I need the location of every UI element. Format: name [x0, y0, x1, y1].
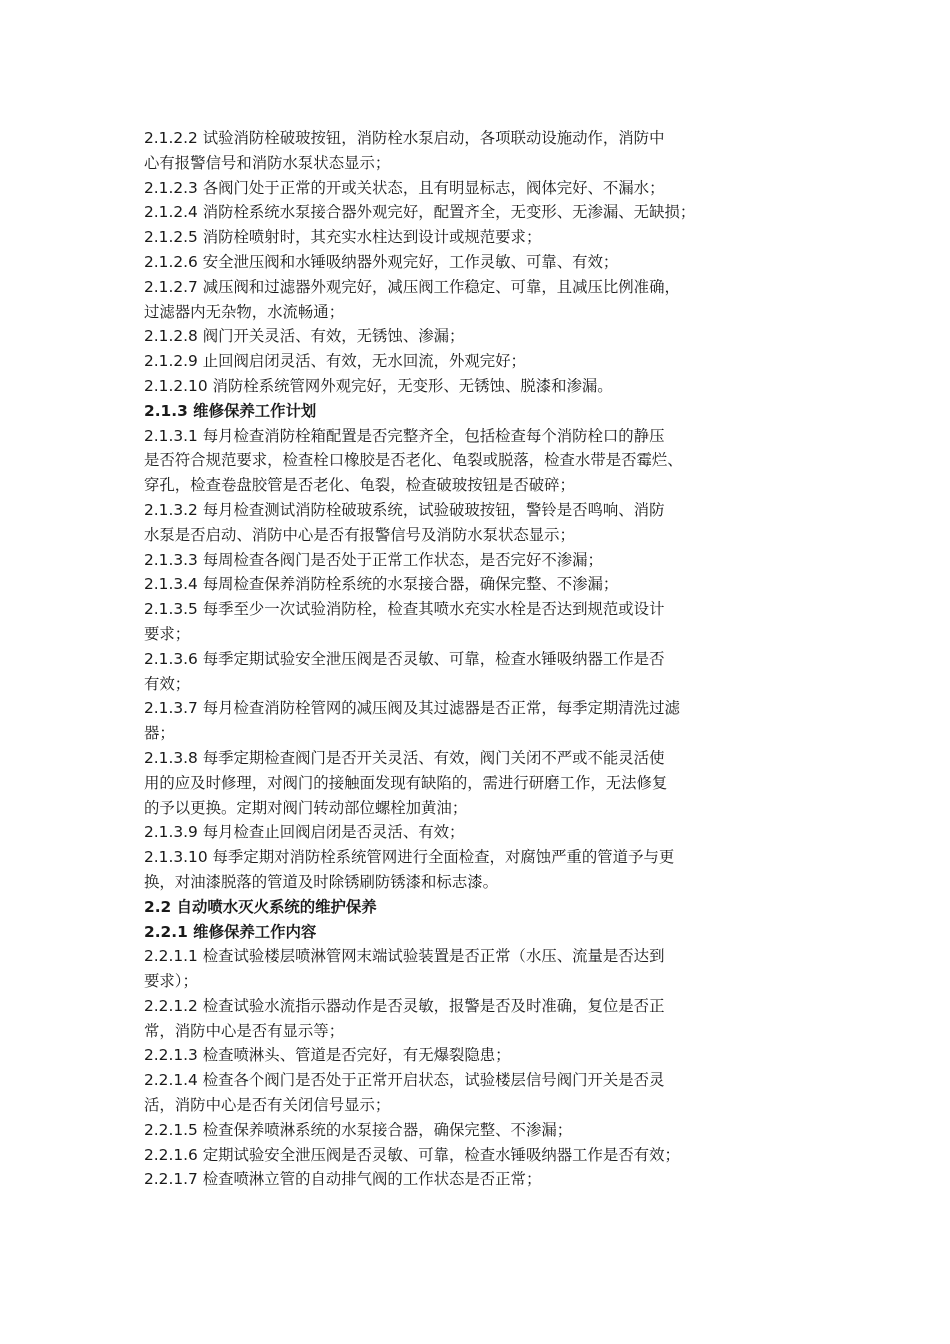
text-line: 2.1.2.5 消防栓喷射时，其充实水柱达到设计或规范要求；: [144, 228, 542, 247]
text-line: 2.1.3.6 每季定期试验安全泄压阀是否灵敏、可靠，检查水锤吸纳器工作是否: [144, 649, 665, 668]
text-line: 2.1.3.1 每月检查消防栓箱配置是否完整齐全，包括检查每个消防栓口的静压: [144, 426, 665, 445]
text-line: 2.1.3.9 每月检查止回阀启闭是否灵活、有效；: [144, 823, 465, 842]
text-line: 心有报警信号和消防水泵状态显示；: [144, 153, 391, 172]
text-line: 2.1.2.6 安全泄压阀和水锤吸纳器外观完好，工作灵敏、可靠、有效；: [144, 252, 619, 271]
text-line: 2.2.1.6 定期试验安全泄压阀是否灵敏、可靠，检查水锤吸纳器工作是否有效；: [144, 1145, 680, 1164]
text-line: 2.2.1.4 检查各个阀门是否处于正常开启状态，试验楼层信号阀门开关是否灵: [144, 1071, 665, 1090]
text-line: 2.1.2.7 减压阀和过滤器外观完好，减压阀工作稳定、可靠，且减压比例准确，: [144, 277, 680, 296]
text-line: 2.1.3.4 每周检查保养消防栓系统的水泵接合器，确保完整、不渗漏；: [144, 575, 619, 594]
text-line: 2.2.1.5 检查保养喷淋系统的水泵接合器，确保完整、不渗漏；: [144, 1120, 573, 1139]
section-heading: 2.2.1 维修保养工作内容: [144, 922, 317, 941]
section-heading: 2.2 自动喷水灭火系统的维护保养: [144, 897, 377, 916]
text-line: 有效；: [144, 674, 191, 693]
text-line: 器；: [144, 724, 175, 743]
text-line: 2.1.3.7 每月检查消防栓管网的减压阀及其过滤器是否正常，每季定期清洗过滤: [144, 699, 680, 718]
text-line: 常，消防中心是否有显示等；: [144, 1021, 345, 1040]
text-line: 2.1.2.2 试验消防栓破玻按钮，消防栓水泵启动，各项联动设施动作，消防中: [144, 129, 665, 147]
text-line: 2.1.2.9 止回阀启闭灵活、有效，无水回流，外观完好；: [144, 352, 526, 371]
section-heading: 2.1.3 维修保养工作计划: [144, 401, 317, 420]
text-line: 2.1.2.10 消防栓系统管网外观完好，无变形、无锈蚀、脱漆和渗漏。: [144, 376, 613, 395]
text-line: 2.1.3.10 每季定期对消防栓系统管网进行全面检查，对腐蚀严重的管道予与更: [144, 848, 675, 867]
text-line: 的予以更换。定期对阀门转动部位螺栓加黄油；: [144, 798, 468, 817]
text-line: 是否符合规范要求，检查栓口橡胶是否老化、龟裂或脱落，检查水带是否霉烂、: [144, 451, 683, 470]
text-line: 活，消防中心是否有关闭信号显示；: [144, 1096, 391, 1115]
text-line: 2.2.1.7 检查喷淋立管的自动排气阀的工作状态是否正常；: [144, 1170, 542, 1189]
text-line: 水泵是否启动、消防中心是否有报警信号及消防水泵状态显示；: [144, 525, 575, 544]
text-line: 换，对油漆脱落的管道及时除锈刷防锈漆和标志漆。: [144, 872, 498, 891]
text-line: 2.1.3.3 每周检查各阀门是否处于正常工作状态，是否完好不渗漏；: [144, 550, 603, 569]
text-line: 2.2.1.1 检查试验楼层喷淋管网末端试验装置是否正常（水压、流量是否达到: [144, 947, 665, 966]
text-line: 2.1.2.8 阀门开关灵活、有效，无锈蚀、渗漏；: [144, 327, 465, 346]
text-line: 2.1.3.5 每季至少一次试验消防栓，检查其喷水充实水栓是否达到规范或设计: [144, 600, 665, 619]
text-line: 2.1.3.8 每季定期检查阀门是否开关灵活、有效，阀门关闭不严或不能灵活使: [144, 748, 665, 767]
document-page: [144, 126, 816, 1192]
text-line: 2.1.2.3 各阀门处于正常的开或关状态，且有明显标志，阀体完好、不漏水；: [144, 178, 665, 197]
text-line: 2.1.3.2 每月检查测试消防栓破玻系统，试验破玻按钮，警铃是否鸣响、消防: [144, 500, 665, 519]
text-line: 2.2.1.3 检查喷淋头、管道是否完好，有无爆裂隐患；: [144, 1046, 511, 1065]
text-line: 穿孔，检查卷盘胶管是否老化、龟裂，检查破玻按钮是否破碎；: [144, 476, 575, 495]
text-line: 过滤器内无杂物，水流畅通；: [144, 302, 345, 321]
text-line: 要求）；: [144, 972, 198, 991]
text-line: 2.2.1.2 检查试验水流指示器动作是否灵敏，报警是否及时准确，复位是否正: [144, 996, 665, 1015]
text-line: 2.1.2.4 消防栓系统水泵接合器外观完好，配置齐全，无变形、无渗漏、无缺损；: [144, 203, 696, 222]
text-line: 用的应及时修理，对阀门的接触面发现有缺陷的，需进行研磨工作，无法修复: [144, 773, 668, 792]
text-line: 要求；: [144, 624, 191, 643]
